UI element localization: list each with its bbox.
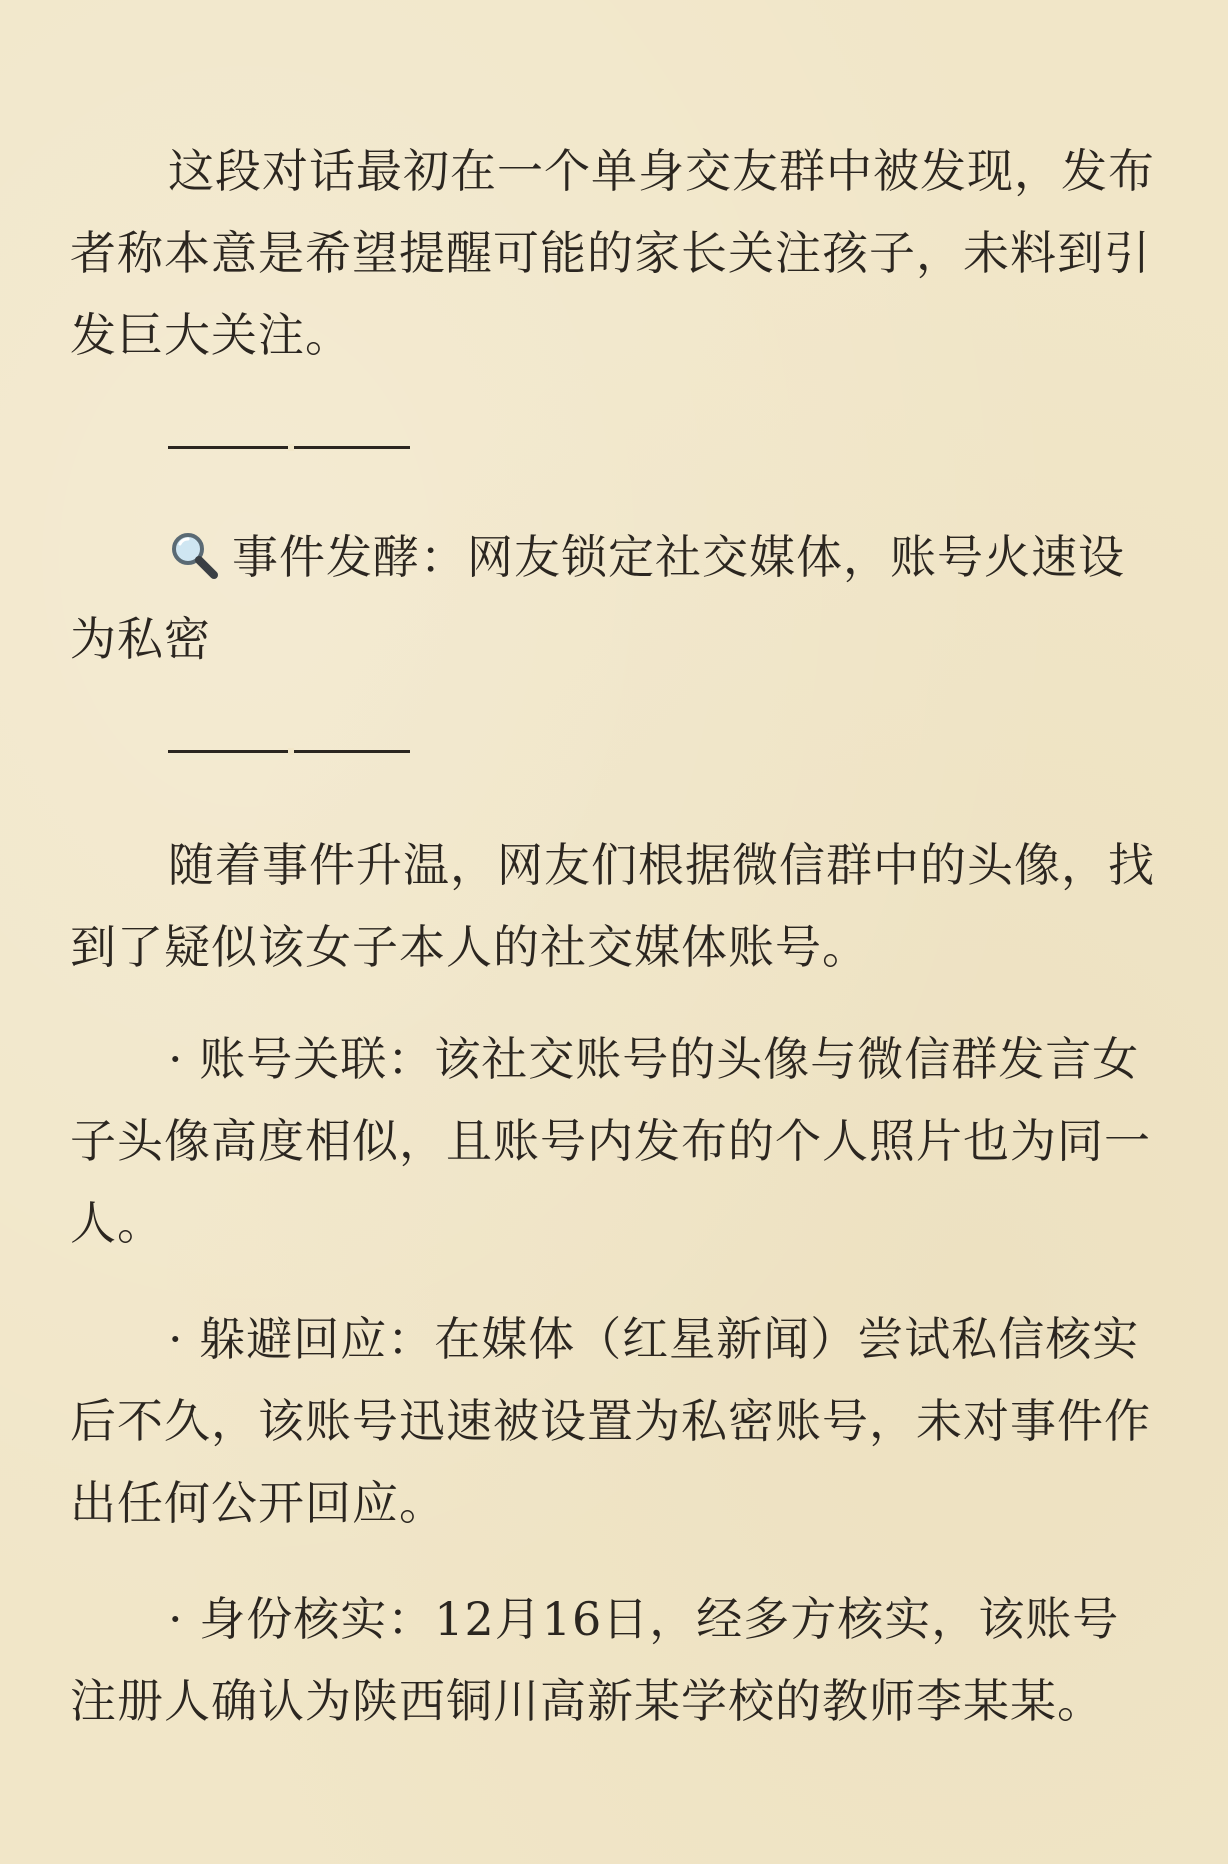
bullet-identity-check: · 身份核实：12月16日，经多方核实，该账号注册人确认为陕西铜川高新某学校的教师李某某。 <box>70 1592 1120 1728</box>
section-heading <box>70 516 1158 680</box>
bullet-account-link: · 账号关联：该社交账号的头像与微信群发言女子头像高度相似，且账号内发布的个人照片也为同一人。 <box>70 1032 1151 1250</box>
intro-paragraph: 这段对话最初在一个单身交友群中被发现，发布者称本意是希望提醒可能的家长关注孩子，未料到引发巨大关注。 <box>70 144 1155 362</box>
section-divider-bottom <box>70 710 1158 792</box>
bullet-avoid-response: · 躲避回应：在媒体（红星新闻）尝试私信核实后不久，该账号迅速被设置为私密账号，未对事件作出任何公开回应。 <box>70 1312 1151 1530</box>
section-divider-top <box>70 406 1158 488</box>
section-heading-text: 事件发酵：网友锁定社交媒体，账号火速设为私密 <box>70 530 1125 666</box>
magnifier-icon <box>168 529 220 581</box>
body-paragraph: 随着事件升温，网友们根据微信群中的头像，找到了疑似该女子本人的社交媒体账号。 <box>70 838 1155 974</box>
